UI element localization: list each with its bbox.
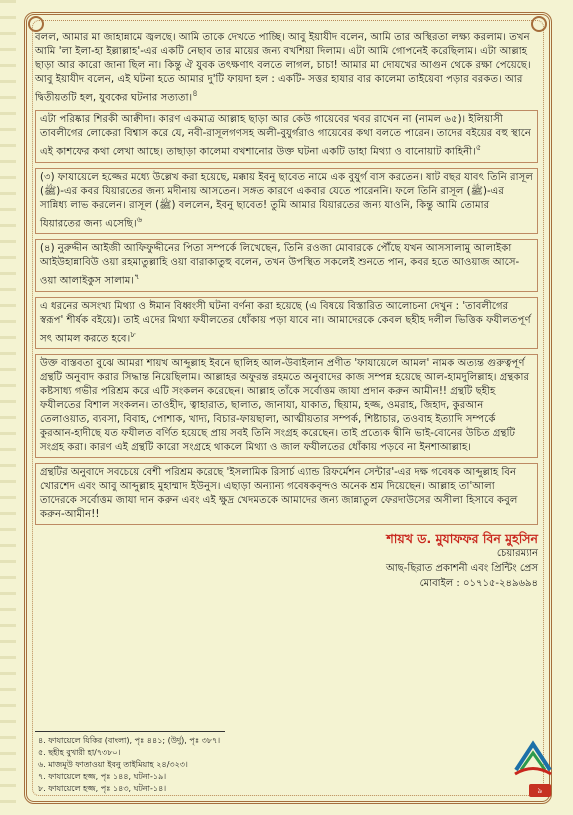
- paragraph-6: উক্ত বাস্তবতা বুঝে আমরা শায়খ আব্দুল্লাহ ইবনে ছালিহ আল-উবাইলান প্রণীত 'ফাযায়েলে আমল' নামক অত্যন্ত গুরুত্বপূর্ণ গ্রন্থটি অনুবাদ করার সিদ্ধান্ত নিয়েছিলাম। আল্লাহর অফুরন্ত রহমতে অনুবাদের কাজ সম্পন্ন হয়েছে আল-হামদুলিল্লাহ। গ্রন্থকার কষ্টসাধ্য গভীর পরিশ্রম করে এটি সংকলন করেছেন। আল্লাহ তাঁকে সর্বোত্তম জাযা প্রদান করুন আমীন!! গ্রন্থটি ছহীহ ফযীলতের বিশাল সংকলন। তাওহীদ, ত্বাহারাত, ছালাত, জানাযা, যাকাত, ছিয়াম, হজ্জ, ওমরাহ, জিহাদ, কুরআন তেলাওয়াত, ব্যবসা, বিবাহ, পোশাক, খাদ্য, বিচার-ফায়ছালা, আত্মীয়তার সম্পর্ক, শিষ্টাচার, তওবাহ ইত্যাদি সম্পর্কে কুরআন-হাদীছে যত ফযীলত বর্ণিত হয়েছে প্রায় সবই তিনি সংগ্রহ করেছেন। তাই প্রত্যেক দ্বীনি ভাই-বোনের উচিত গ্রন্থটি সংগ্রহ করা। কারণ এই গ্রন্থটি কারো সংগ্রহে থাকলে মিথ্যা ও জাল ফযীলতের ধোঁকায় পড়বে না ইনশাআল্লাহ।: [35, 354, 538, 458]
- mobile-number: মোবাইল : ০১৭১৫-২৪৯৬৯৪: [419, 577, 538, 589]
- footnote-item: ৭. ফাযায়েলে হজ্জ, পৃঃ ১৪৪, ঘটনা-১৯।: [38, 772, 167, 781]
- footnote-item: ৮. ফাযায়েলে হজ্জ, পৃঃ ১৪৩, ঘটনা-১৪।: [38, 784, 167, 793]
- author-name: শায়খ ড. মুযাফফর বিন মুহসিন: [386, 530, 538, 546]
- page-content: [35, 31, 538, 591]
- paragraph-7: গ্রন্থটির অনুবাদে সবচেয়ে বেশী পরিশ্রম করেছে 'ইসলামিক রিসার্চ এ্যান্ড রিফর্মেশন সেন্টার'-এর দক্ষ গবেষক আব্দুল্লাহ বিন খোরশেদ এবং আবু আব্দুল্লাহ মুহাম্মাদ ইউনুস। এছাড়া অন্যান্য গবেষকবৃন্দও অনেক শ্রম দিয়েছেন। আল্লাহ তা'আলা তাদেরকে সর্বোত্তম জাযা দান করুন এবং এই ক্ষুদ্র খেদমতকে আমাদের জন্য জান্নাতুল ফেরদাউসের অসীলা হিসাবে কবুল করুন-আমীন!!: [35, 463, 538, 525]
- footnote-marker: ৪: [192, 89, 198, 99]
- footnote-marker: ৬: [136, 214, 143, 225]
- spiral-binding: [0, 0, 16, 815]
- footnote-marker: ৮: [130, 329, 136, 340]
- paragraph-3: (৩) ফাযায়েলে হজ্জের মধ্যে উল্লেখ করা হয়েছে, মক্কায় ইবনু ছাবেত নামে এক বুযুর্গ বাস করতেন। ষাট বছর যাবৎ তিনি রাসূল (ﷺ)-এর কবর যিয়ারতের জন্য মদীনায় আসতেন। সঙ্গত কারণে একবার যেতে পারেননি। ফলে তিনি রাসূল (ﷺ)-এর সান্নিধ্য লাভ করলেন। রাসূল (ﷺ) বললেন, ইবনু ছাবেত! তুমি আমার যিয়ারতের জন্য যাওনি, কিন্তু আমি তোমার যিয়ারতের জন্য এসেছি।$^৬$: [35, 168, 538, 234]
- author-title: চেয়ারম্যান: [496, 547, 538, 559]
- footnote-divider: [35, 731, 225, 732]
- footnotes: [38, 735, 368, 795]
- publisher-logo-icon: [512, 736, 554, 784]
- footnote-marker: ৫: [475, 143, 482, 154]
- organization: আছ-ছিরাত প্রকাশনী এবং প্রিন্টিং প্রেস: [386, 562, 538, 574]
- paragraph-5: এ ধরনের অসংখ্য মিথ্যা ও ঈমান বিধ্বংসী ঘটনা বর্ণনা করা হয়েছে (এ বিষয়ে বিস্তারিত আলোচনা দেখুন : 'তাবলীগের স্বরূপ' শীর্ষক বইয়ে)। তাই এদের মিথ্যা ফযীলতের ধোঁকায় পড়া যাবে না। আমাদেরকে কেবল ছহীহ দলীল ভিত্তিক ফযীলতপূর্ণ সৎ আমল করতে হবে।$^৮$: [35, 297, 538, 349]
- corner-ornament: [531, 16, 547, 32]
- paragraph-2: এটা পরিষ্কার শিরকী আক্বীদা। কারণ একমাত্র আল্লাহ ছাড়া আর কেউ গায়েবের খবর রাখেন না (নামল ৬৫)। ইলিয়াসী তাবলীগের লোকেরা বিশ্বাস করে যে, নবী-রাসূলগণসহ অলী-বুযুর্গরাও গায়েবের কথা বলতে পারেন। তাদের বইয়ের বহু স্থানে এই কাশফের কথা লেখা আছে। তাছাড়া কালেমা বখশানোর উক্ত ঘটনা একটি ডাহা মিথ্যা ও বানোয়াট কাহিনী।$^৫$: [35, 110, 538, 162]
- page-number: ৯: [529, 784, 551, 797]
- footnote-item: ৬. মাজমূউ ফাতাওয়া ইবনু তাইমিয়াহ ২৪/৩২৩।: [38, 760, 188, 769]
- corner-ornament: [28, 16, 44, 32]
- signature-block: [35, 531, 538, 591]
- paragraph-1: বলল, আমার মা জাহান্নামে জ্বলছে। আমি তাকে দেখতে পাচ্ছি। আবু ইয়াযীদ বলেন, আমি তার অস্থিরতা লক্ষ্য করলাম। তখন আমি 'লা ইলা-হা ইল্লাল্লাহ'-এর একটি নেছাব তার মায়ের জন্য বখশিয়া দিলাম। এটা আমি গোপনেই করেছিলাম। এটা আল্লাহ ছাড়া আর কারো জানা ছিল না। কিন্তু ঐ যুবক তৎক্ষণাৎ বলতে লাগল, চাচা! আমার মা দোযখের আগুন থেকে রক্ষা পেয়েছে। আবু ইয়াযীদ বলেন, এই ঘটনা হতে আমার দু'টি ফায়দা হল : একটি- সত্তর হাযার বার কালেমা তাইয়েবা পড়ার বরকত। আর দ্বিতীয়তটি হল, যুবকের ঘটনার সত্যতা।$^৪$: [35, 32, 531, 104]
- footnote-marker: ৭: [134, 272, 140, 283]
- footnote-item: ৪. ফাযায়েলে যিকির (বাংলা), পৃঃ ৪৪১; (উর্দু), পৃঃ ৩৮৭।: [38, 736, 221, 745]
- paragraph-4: (৪) নুরুদ্দীন আইজী আফিফুদ্দীনের পিতা সম্পর্কে লিখেছেন, তিনি রওজা মোবারকে পৌঁছে যখন আসসালামু আলাইকা আইউহান্নাবিউ ওয়া রহমাতুল্লাহি ওয়া বারাকাতুহু বলেন, তখন উপস্থিত সকলেই শুনতে পান, কবর হতে আওয়াজ আসে- ওয়া আলাইকুস সালাম।$^৭$: [35, 239, 538, 291]
- footnote-item: ৫. ছহীহ বুখারী হা/৭৩৮০।: [38, 748, 121, 757]
